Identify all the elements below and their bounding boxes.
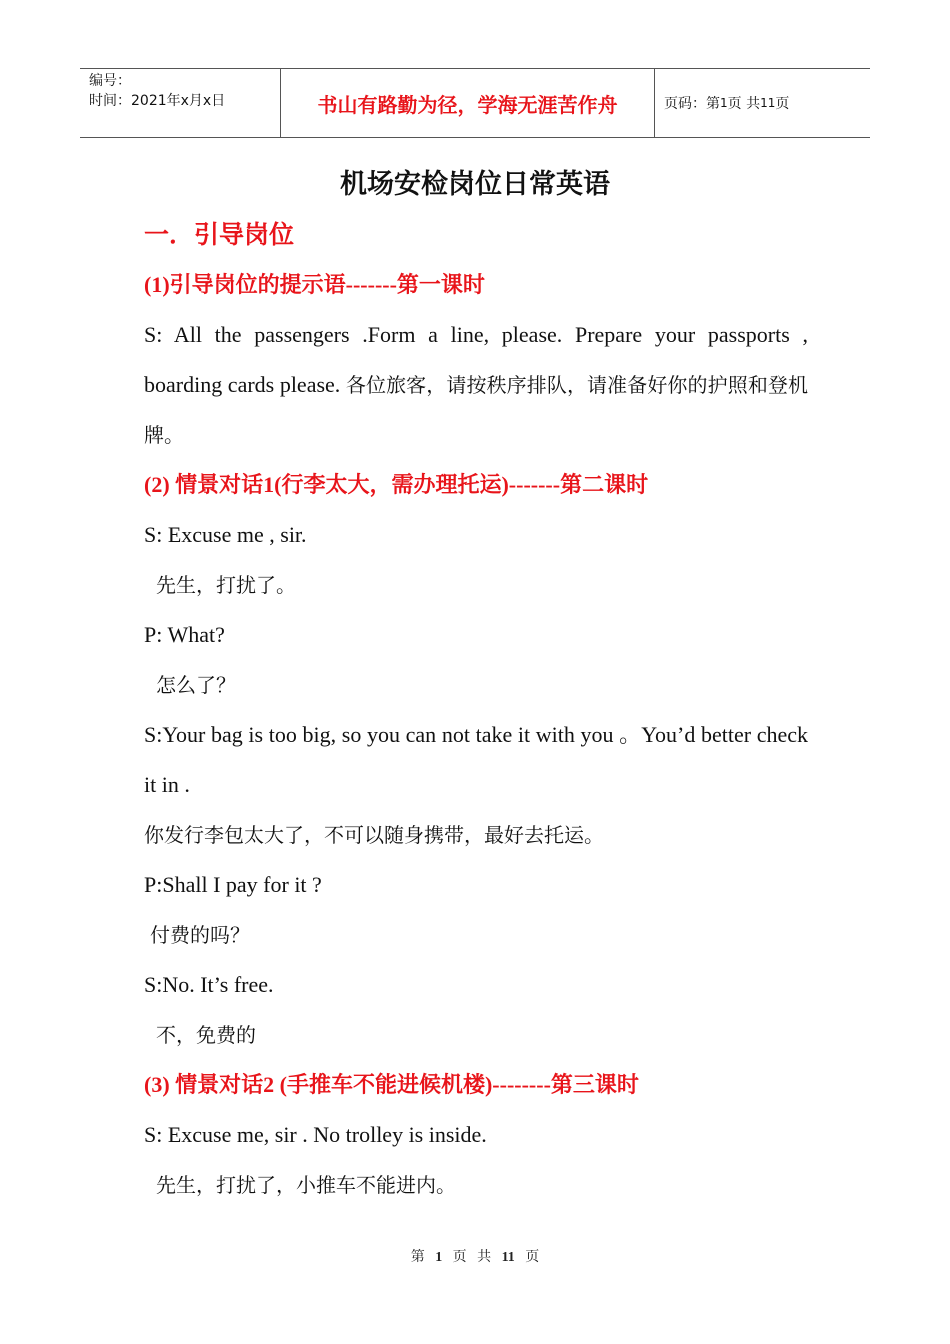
part1-chinese: 各位旅客，请按秩序排队，请准备好你的护照和登机牌。 <box>144 373 809 447</box>
footer-prefix: 第 <box>410 1249 425 1265</box>
part2-heading: (2) 情景对话1(行李太大，需办理托运)-------第二课时 <box>144 472 649 497</box>
header-motto: 书山有路勤为径，学海无涯苦作舟 <box>281 69 655 137</box>
part1-heading: (1)引导岗位的提示语-------第一课时 <box>144 272 485 297</box>
page-header <box>80 68 870 138</box>
footer-current: 1 <box>435 1250 443 1265</box>
footer-total: 11 <box>501 1250 515 1265</box>
header-meta <box>80 69 281 137</box>
page-suffix: 页 <box>775 96 790 112</box>
document-body <box>144 210 808 1210</box>
dialog-line: P: What? <box>144 622 225 647</box>
dialog-line: S:Your bag is too big, so you can not take it with you 。You’d better check it in . <box>144 722 808 797</box>
dialog-translation: 付费的吗？ <box>150 923 250 947</box>
part1-paragraph <box>144 310 808 460</box>
part3-heading: (3) 情景对话2 (手推车不能进候机楼)--------第三课时 <box>144 1072 639 1097</box>
page-mid: 页 共 <box>727 96 761 112</box>
document-title: 机场安检岗位日常英语 <box>340 169 610 200</box>
dialog-translation: 怎么了？ <box>156 673 236 697</box>
page-footer <box>0 1246 950 1266</box>
page-prefix: 页码：第 <box>664 96 720 112</box>
header-page-info <box>655 69 870 137</box>
time-label: 时间：2021年x月x日 <box>89 93 226 109</box>
dialog-line: S:No. It’s free. <box>144 972 274 997</box>
section-heading: 一．引导岗位 <box>144 220 295 249</box>
dialog-translation: 先生，打扰了，小推车不能进内。 <box>156 1173 456 1197</box>
part1-english: S: All the passengers .Form a line, please. Prepare your passports , boarding cards please. <box>144 322 808 397</box>
dialog-translation: 不，免费的 <box>156 1023 256 1047</box>
page-current: 1 <box>720 96 728 110</box>
footer-suffix: 页 <box>525 1249 540 1265</box>
dialog-line: S: Excuse me, sir . No trolley is inside. <box>144 1122 487 1147</box>
page-total: 11 <box>760 96 776 110</box>
dialog-translation: 你发行李包太大了，不可以随身携带，最好去托运。 <box>144 823 604 847</box>
dialog-line: P:Shall I pay for it ? <box>144 872 322 897</box>
dialog-translation: 先生，打扰了。 <box>156 573 296 597</box>
serial-label: 编号： <box>89 73 131 89</box>
footer-mid: 页 共 <box>452 1249 492 1265</box>
dialog-line: S: Excuse me , sir. <box>144 522 307 547</box>
